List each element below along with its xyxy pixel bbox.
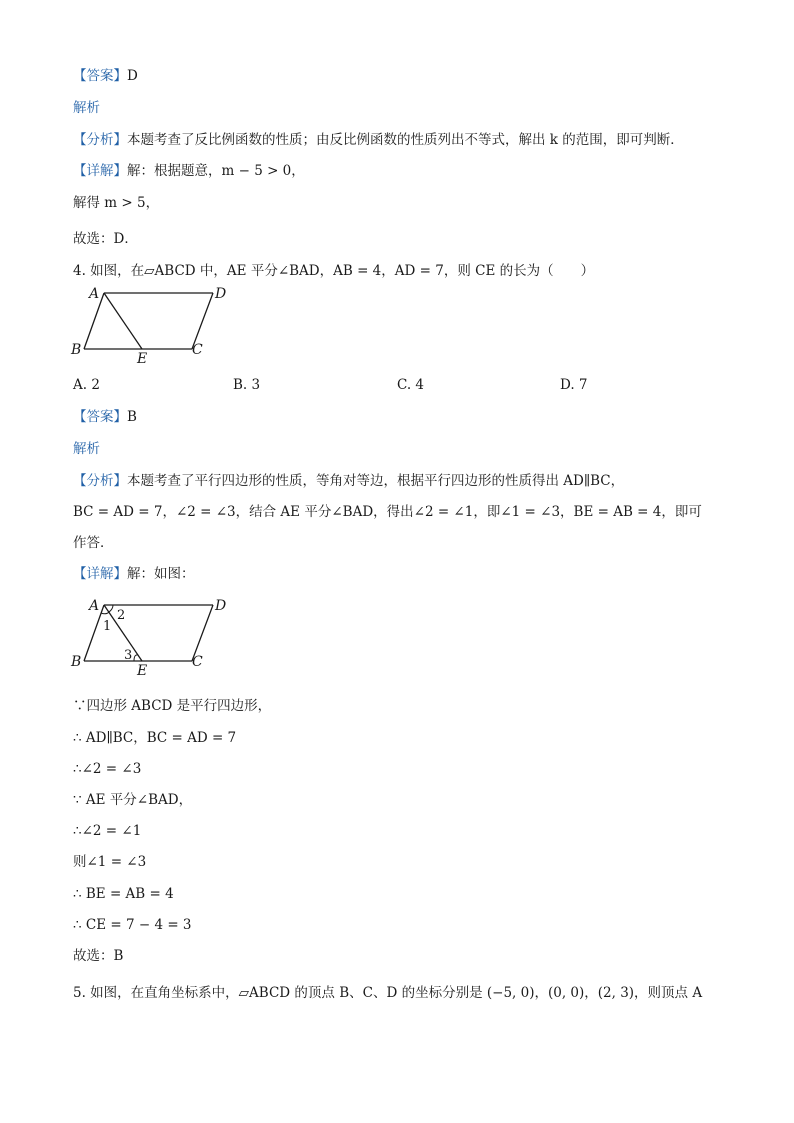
label-a: A: [89, 286, 100, 302]
answer-value: D: [127, 68, 138, 84]
option-b: B. 3: [233, 377, 261, 393]
label-a: A: [89, 598, 100, 614]
q4-question: 4. 如图，在▱ABCD 中，AE 平分∠BAD，AB = 4，AD = 7，则 CE 的长为（ ）: [73, 263, 595, 279]
q5-question: 5. 如图，在直角坐标系中，▱ABCD 的顶点 B、C、D 的坐标分别是 (−5, 0)，(0, 0)，(2, 3)，则顶点 A: [73, 985, 703, 1001]
analysis-tag: 【分析】: [73, 473, 127, 489]
q4-step-3: ∴∠2 = ∠3: [73, 761, 142, 777]
q4-figure-parallelogram: [66, 282, 241, 367]
q4-step-9: 故选：B: [73, 948, 124, 964]
analysis-text: 本题考查了反比例函数的性质；由反比例函数的性质列出不等式，解出 k 的范围，即可判断．: [127, 132, 684, 148]
label-b: B: [71, 654, 82, 670]
angle-label-3: 3: [124, 648, 133, 663]
option-d: D. 7: [560, 377, 588, 393]
segment-ae: [104, 293, 142, 349]
q4-step-4: ∵ AE 平分∠BAD，: [73, 792, 193, 808]
edge-dc: [192, 293, 213, 349]
label-e: E: [137, 663, 148, 679]
label-b: B: [71, 342, 82, 358]
label-e: E: [137, 351, 148, 367]
q4-analysis-line3: 作答．: [73, 535, 114, 551]
q4-analysis-label: 解析: [73, 441, 100, 457]
option-c: C. 4: [397, 377, 425, 393]
q4-figure-parallelogram-angles: [66, 594, 241, 679]
q4-step-7: ∴ BE = AB = 4: [73, 886, 174, 902]
angle-label-1: 1: [103, 619, 112, 634]
q4-step-2: ∴ AD∥BC，BC = AD = 7: [73, 730, 237, 746]
q4-analysis-line2: BC = AD = 7，∠2 = ∠3，结合 AE 平分∠BAD，得出∠2 = ∠1，即∠1 = ∠3，BE = AB = 4，即可: [73, 504, 702, 520]
q4-detail-line: [73, 565, 195, 583]
detail-tag: 【详解】: [73, 566, 127, 582]
detail-tag: 【详解】: [73, 163, 127, 179]
label-c: C: [192, 342, 203, 358]
analysis-text-1: 本题考查了平行四边形的性质，等角对等边，根据平行四边形的性质得出 AD∥BC，: [127, 473, 625, 489]
edge-dc: [192, 605, 213, 661]
angle-arc-3: [134, 655, 138, 661]
label-d: D: [215, 286, 227, 302]
angle-arc-1: [101, 612, 109, 614]
label-d: D: [215, 598, 227, 614]
q3-analysis-line: [73, 131, 684, 149]
q3-step1: 解得 m > 5，: [73, 195, 160, 211]
q3-conclusion: 故选：D．: [73, 231, 138, 247]
detail-text: 解：根据题意，m − 5 > 0，: [127, 163, 305, 179]
answer-value: B: [127, 409, 137, 425]
angle-arc-2: [109, 605, 113, 612]
analysis-tag: 【分析】: [73, 132, 127, 148]
angle-label-2: 2: [117, 608, 126, 623]
answer-tag: 【答案】: [73, 68, 127, 84]
q3-analysis-label: 解析: [73, 100, 100, 116]
option-a: A. 2: [73, 377, 100, 393]
label-c: C: [192, 654, 203, 670]
q4-step-8: ∴ CE = 7 − 4 = 3: [73, 917, 192, 933]
q4-step-5: ∴∠2 = ∠1: [73, 823, 142, 839]
q4-step-6: 则∠1 = ∠3: [73, 854, 147, 870]
q3-answer-line: [73, 67, 138, 85]
q4-analysis-line1: [73, 472, 624, 490]
q4-step-1: ∵四边形 ABCD 是平行四边形，: [73, 698, 272, 714]
detail-text: 解：如图：: [127, 566, 195, 582]
answer-tag: 【答案】: [73, 409, 127, 425]
q3-detail-line: [73, 162, 305, 180]
q4-answer-line: [73, 408, 137, 426]
